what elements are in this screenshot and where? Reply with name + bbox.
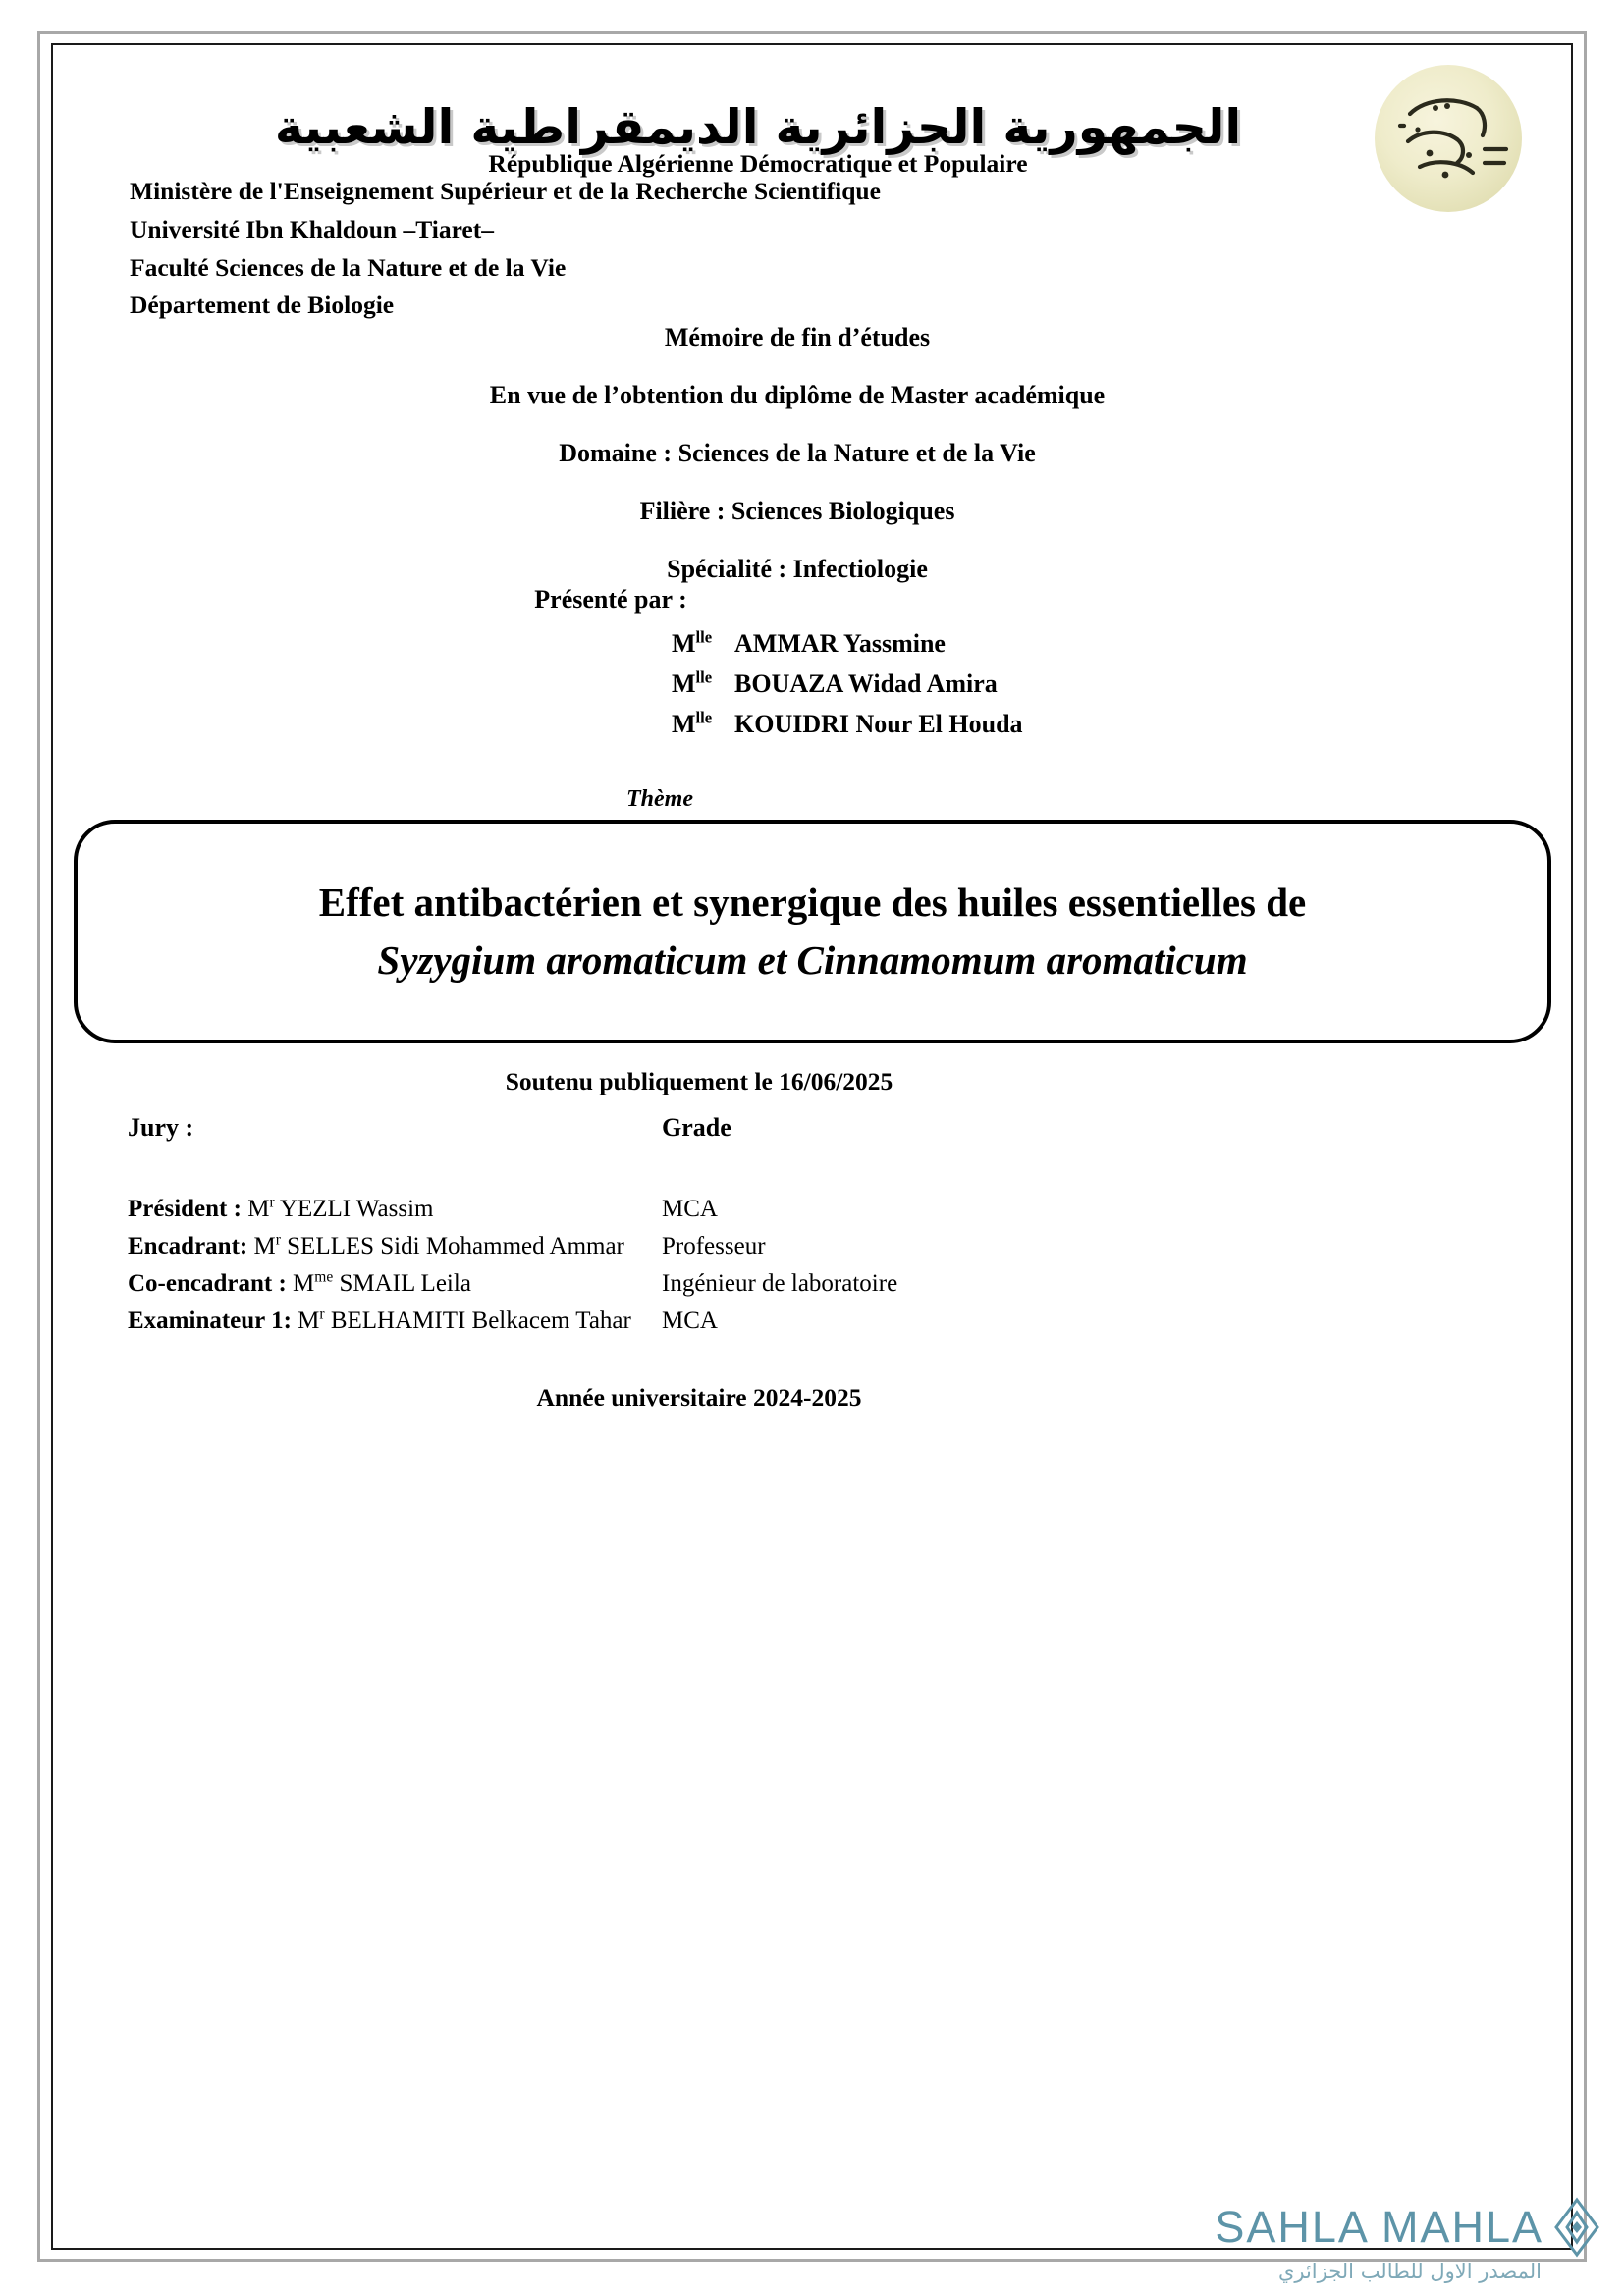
jury-role: Encadrant: xyxy=(128,1233,248,1259)
jury-row xyxy=(128,1303,1502,1340)
jury-name: $M^r$ SELLES Sidi Mohammed Ammar xyxy=(253,1231,624,1259)
sahla-mahla-watermark xyxy=(1102,2197,1602,2284)
academic-year-line: Année universitaire 2024-2025 xyxy=(536,1383,862,1412)
author-honorific: $M^{lle}$ xyxy=(672,627,713,658)
jury-name: $M^r$ YEZLI Wassim xyxy=(247,1194,434,1222)
speciality-line: Spécialité : Infectiologie xyxy=(667,555,928,583)
jury-grade: MCA xyxy=(662,1308,718,1334)
ministry-line: Ministère de l'Enseignement Supérieur et de la Recherche Scientifique xyxy=(130,177,881,205)
jury-grade: Professeur xyxy=(662,1233,766,1259)
thesis-title xyxy=(263,874,1363,990)
jury-row xyxy=(128,1191,1502,1228)
university-seal-logo xyxy=(1375,65,1522,212)
seal-circle xyxy=(1375,65,1522,212)
authors-list xyxy=(672,623,1023,744)
thesis-title-roman: Effet antibactérien et synergique des huiles essentielles de xyxy=(318,879,1307,925)
republic-line: République Algérienne Démocratique et Populaire xyxy=(488,149,1028,178)
department-line: Département de Biologie xyxy=(130,291,395,320)
domain-line: Domaine : Sciences de la Nature et de la Vie xyxy=(559,439,1036,467)
degree-info-block xyxy=(169,323,1426,584)
grade-column-header: Grade xyxy=(662,1113,731,1142)
author-name: AMMAR Yassmine xyxy=(734,629,946,658)
watermark-tagline: المصدر الاول للطالب الجزائري xyxy=(1277,2259,1542,2283)
page-content xyxy=(51,43,1573,2253)
jury-role: Co-encadrant : xyxy=(128,1270,287,1297)
jury-label: Jury : xyxy=(128,1113,194,1142)
author-name: KOUIDRI Nour El Houda xyxy=(734,710,1023,739)
memoir-line: Mémoire de fin d’études xyxy=(664,323,931,351)
jury-role: Examinateur 1: xyxy=(128,1308,292,1334)
purpose-line: En vue de l’obtention du diplôme de Master académique xyxy=(489,381,1106,409)
watermark-diamond-icon xyxy=(1551,2197,1602,2258)
presented-by-label: Présenté par : xyxy=(534,585,687,614)
watermark-brand: SAHLA MAHLA xyxy=(1215,2202,1543,2253)
jury-grade: MCA xyxy=(662,1196,718,1222)
theme-label: Thème xyxy=(626,786,693,812)
arabic-republic-title: الجمهورية الجزائرية الديمقراطية الشعبية xyxy=(274,99,1242,155)
seal-calligraphy-icon xyxy=(1375,65,1522,212)
jury-row xyxy=(128,1228,1502,1265)
author-row xyxy=(672,664,1023,704)
author-row xyxy=(672,704,1023,744)
thesis-title-box xyxy=(74,820,1551,1043)
jury-grade: Ingénieur de laboratoire xyxy=(662,1270,898,1297)
jury-members-table xyxy=(128,1191,1502,1340)
filiere-line: Filière : Sciences Biologiques xyxy=(639,497,955,525)
jury-name: $M^{me}$ SMAIL Leila xyxy=(293,1268,471,1297)
author-name: BOUAZA Widad Amira xyxy=(734,669,998,699)
jury-row xyxy=(128,1265,1502,1303)
faculty-line: Faculté Sciences de la Nature et de la Vie xyxy=(130,252,567,282)
author-honorific: $M^{lle}$ xyxy=(672,667,713,699)
author-honorific: $M^{lle}$ xyxy=(672,708,713,739)
jury-role: Président : xyxy=(128,1196,242,1222)
institution-block xyxy=(130,173,1210,325)
author-row xyxy=(672,623,1023,664)
jury-name: $M^r$ BELHAMITI Belkacem Tahar xyxy=(298,1306,631,1334)
watermark-main-row xyxy=(1102,2197,1602,2258)
thesis-title-species: Syzygium aromaticum et Cinnamomum aromaticum xyxy=(377,937,1248,983)
defense-date-line: Soutenu publiquement le 16/06/2025 xyxy=(505,1067,893,1095)
university-line: Université Ibn Khaldoun –Tiaret– xyxy=(130,214,494,243)
